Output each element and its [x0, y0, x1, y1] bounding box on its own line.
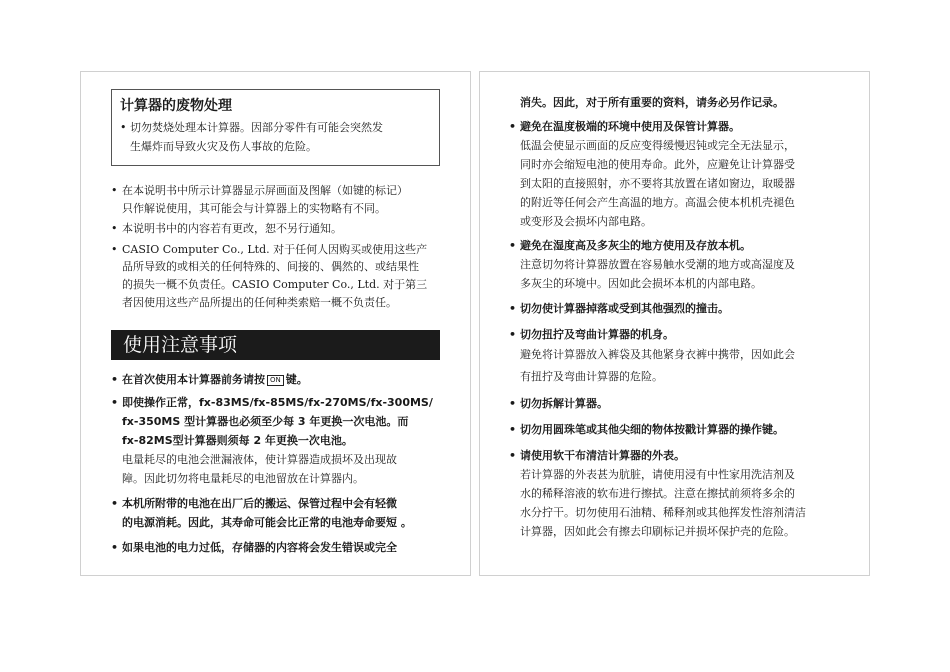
precaution-text: fx-350MS 型计算器也必须至少每 3 年更换一次电池。而: [122, 415, 409, 428]
precaution-detail: 电量耗尽的电池会泄漏液体，使计算器造成损坏及出现故: [122, 453, 397, 466]
note-line: 者因使用这些产品所提出的任何种类索赔一概不负责任。: [122, 295, 397, 309]
right-page: [479, 71, 870, 576]
disposal-notice-box: [111, 89, 440, 166]
precaution-detail: 或变形及会损坏内部电路。: [520, 215, 652, 228]
bullet: •: [509, 328, 517, 341]
precaution-detail: 水的稀释溶液的软布进行擦拭。注意在擦拭前须将多余的: [520, 487, 795, 500]
right-precautions-list: [509, 93, 847, 541]
precaution-text: 避免在温度极端的环境中使用及保管计算器。: [520, 120, 740, 133]
precautions-list: [111, 370, 449, 557]
precaution-detail: 的附近等任何会产生高温的地方。高温会使本机机壳褪色: [520, 196, 795, 209]
continuation-text: [509, 93, 847, 112]
precaution-detail: 低温会使显示画面的反应变得缓慢迟钝或完全无法显示，: [520, 139, 795, 152]
list-item: [509, 117, 847, 231]
precaution-text: 本机所附带的电池在出厂后的搬运、保管过程中会有轻微: [122, 497, 397, 510]
list-item: [509, 394, 847, 413]
note-line: 只作解说使用，其可能会与计算器上的实物略有不同。: [122, 201, 386, 215]
bullet: •: [111, 541, 119, 554]
precaution-detail: 同时亦会缩短电池的使用寿命。此外，应避免让计算器受: [520, 158, 795, 171]
precaution-text: 切勿使计算器掉落或受到其他强烈的撞击。: [520, 302, 729, 315]
list-item: [509, 420, 847, 439]
bullet: •: [111, 222, 118, 236]
precaution-detail: 多灰尘的环境中。因如此会损坏本机的内部电路。: [520, 277, 762, 290]
precaution-detail: 障。因此切勿将电量耗尽的电池留放在计算器内。: [122, 472, 364, 485]
bullet: •: [111, 373, 119, 386]
note-line: 在本说明书中所示计算器显示屏画面及图解（如键的标记）: [122, 184, 408, 197]
precaution-text: 即使操作正常，fx-83MS/fx-85MS/fx-270MS/fx-300MS/: [122, 396, 433, 409]
precaution-detail: 有扭拧及弯曲计算器的危险。: [520, 370, 663, 383]
bullet: •: [509, 120, 517, 133]
disposal-title: 计算器的废物处理: [120, 98, 232, 114]
bullet: •: [509, 239, 517, 252]
bullet: •: [111, 184, 118, 197]
precaution-detail: 避免将计算器放入裤袋及其他紧身衣裤中携带，因如此会: [520, 348, 795, 361]
disposal-line: 生爆炸而导致火灾及伤人事故的危险。: [130, 140, 317, 153]
precaution-text: 避免在湿度高及多灰尘的地方使用及存放本机。: [520, 239, 751, 252]
precaution-detail: 水分拧干。切勿使用石油精、稀释剂或其他挥发性溶剂清洁: [520, 506, 806, 519]
bullet: •: [509, 302, 517, 315]
precaution-text: 切勿扭拧及弯曲计算器的机身。: [520, 328, 674, 341]
on-key-icon: ON: [267, 375, 284, 386]
list-item: [509, 325, 847, 388]
precaution-detail: 到太阳的直接照射，亦不要将其放置在诸如窗边，取暖器: [520, 177, 795, 190]
general-notes-list: [111, 182, 449, 311]
note-line: 的损失一概不负责任。CASIO Computer Co., Ltd. 对于第三: [122, 277, 428, 291]
bullet: •: [111, 242, 118, 256]
bullet: •: [120, 121, 127, 134]
note-line: 品所导致的或相关的任何特殊的、间接的、偶然的、或结果性: [122, 260, 419, 274]
disposal-text: [120, 118, 431, 156]
precaution-text: 如果电池的电力过低，存储器的内容将会发生错误或完全: [122, 541, 397, 554]
precaution-text: 切勿拆解计算器。: [520, 397, 608, 410]
list-item: [111, 494, 449, 532]
disposal-line: 切勿焚烧处理本计算器。因部分零件有可能会突然发: [130, 121, 383, 134]
list-item: [509, 299, 847, 318]
list-item: [509, 236, 847, 293]
precaution-text: 消失。因此，对于所有重要的资料，请务必另作记录。: [520, 96, 784, 109]
list-item: [111, 182, 449, 217]
list-item: [111, 220, 449, 238]
list-item: [111, 393, 449, 488]
bullet: •: [111, 497, 119, 510]
left-page: [80, 71, 471, 576]
precaution-text: 键。: [285, 373, 308, 386]
bullet: •: [509, 397, 517, 410]
bullet: •: [111, 396, 119, 409]
precaution-text: 切勿用圆珠笔或其他尖细的物体按戳计算器的操作键。: [520, 423, 784, 436]
note-line: CASIO Computer Co., Ltd. 对于任何人因购买或使用这些产: [122, 242, 428, 256]
list-item: [509, 446, 847, 541]
precaution-text: 在首次使用本计算器前务请按: [122, 373, 265, 386]
list-item: [111, 241, 449, 311]
precaution-text: 请使用软干布清洁计算器的外表。: [520, 449, 685, 462]
list-item: [111, 538, 449, 557]
precaution-detail: 计算器，因如此会有擦去印刷标记并损坏保护壳的危险。: [520, 525, 795, 538]
precaution-text: 的电源消耗。因此，其寿命可能会比正常的电池寿命要短 。: [122, 516, 412, 529]
precaution-text: fx-82MS型计算器则须每 2 年更换一次电池。: [122, 434, 353, 447]
section-title: 使用注意事项: [111, 330, 440, 360]
precaution-detail: 注意切勿将计算器放置在容易触水受潮的地方或高湿度及: [520, 258, 795, 271]
list-item: [111, 370, 449, 389]
note-line: 本说明书中的内容若有更改，恕不另行通知。: [122, 222, 342, 236]
bullet: •: [509, 423, 517, 436]
precaution-detail: 若计算器的外表甚为肮脏，请使用浸有中性家用洗洁剂及: [520, 468, 795, 481]
bullet: •: [509, 449, 517, 462]
